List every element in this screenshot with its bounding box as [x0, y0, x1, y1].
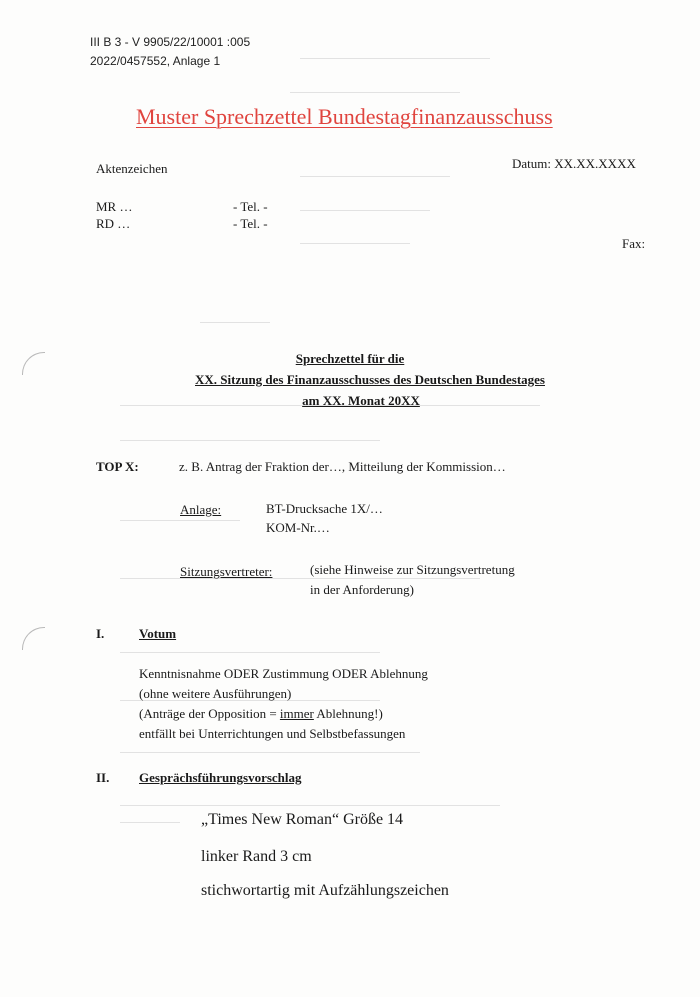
votum-line-4: entfällt bei Unterrichtungen und Selbstbefassungen	[139, 726, 406, 741]
section-2-title: Gesprächsführungsvorschlag	[139, 770, 302, 785]
votum-line-1: Kenntnisnahme ODER Zustimmung ODER Ablehnung	[139, 666, 428, 681]
punch-hole-mark	[22, 627, 45, 650]
mr-label: MR …	[96, 199, 133, 214]
sitzungsvertreter-value-1: (siehe Hinweise zur Sitzungsvertretung	[310, 562, 515, 577]
anlage-value-1: BT-Drucksache 1X/…	[266, 501, 383, 516]
votum-line-2: (ohne weitere Ausführungen)	[139, 686, 292, 701]
date-field: Datum: XX.XX.XXXX	[512, 156, 636, 171]
guideline-font: „Times New Roman“ Größe 14	[201, 811, 404, 828]
rd-label: RD …	[96, 216, 131, 231]
section-2-number: II.	[96, 770, 110, 785]
aktenzeichen-label: Aktenzeichen	[96, 161, 168, 176]
anlage-label: Anlage:	[180, 502, 222, 517]
heading-line-3: am XX. Monat 20XX	[302, 393, 420, 408]
sitzungsvertreter-value-2: in der Anforderung)	[310, 582, 414, 597]
reference-number: III B 3 - V 9905/22/10001 :005	[90, 35, 251, 49]
fax-label: Fax:	[622, 236, 646, 251]
tel-field-2: - Tel. -	[233, 216, 268, 231]
heading-line-2: XX. Sitzung des Finanzausschusses des Deutschen Bundestages	[195, 372, 545, 387]
guideline-bullets: stichwortartig mit Aufzählungszeichen	[201, 882, 449, 899]
heading-line-1: Sprechzettel für die	[295, 351, 405, 366]
section-1-title: Votum	[139, 626, 177, 641]
sitzungsvertreter-label: Sitzungsvertreter:	[180, 564, 273, 579]
guideline-margin: linker Rand 3 cm	[201, 848, 312, 865]
votum-line-3: (Anträge der Opposition = immer Ablehnung!)	[139, 706, 383, 721]
anlage-value-2: KOM-Nr.…	[266, 520, 330, 535]
reference-attachment: 2022/0457552, Anlage 1	[90, 54, 221, 68]
top-text: z. B. Antrag der Fraktion der…, Mitteilung der Kommission…	[179, 459, 506, 474]
section-1-number: I.	[96, 626, 105, 641]
top-label: TOP X:	[96, 459, 139, 474]
document-title: Muster Sprechzettel Bundestagfinanzausschuss	[136, 104, 553, 129]
tel-field-1: - Tel. -	[233, 199, 268, 214]
